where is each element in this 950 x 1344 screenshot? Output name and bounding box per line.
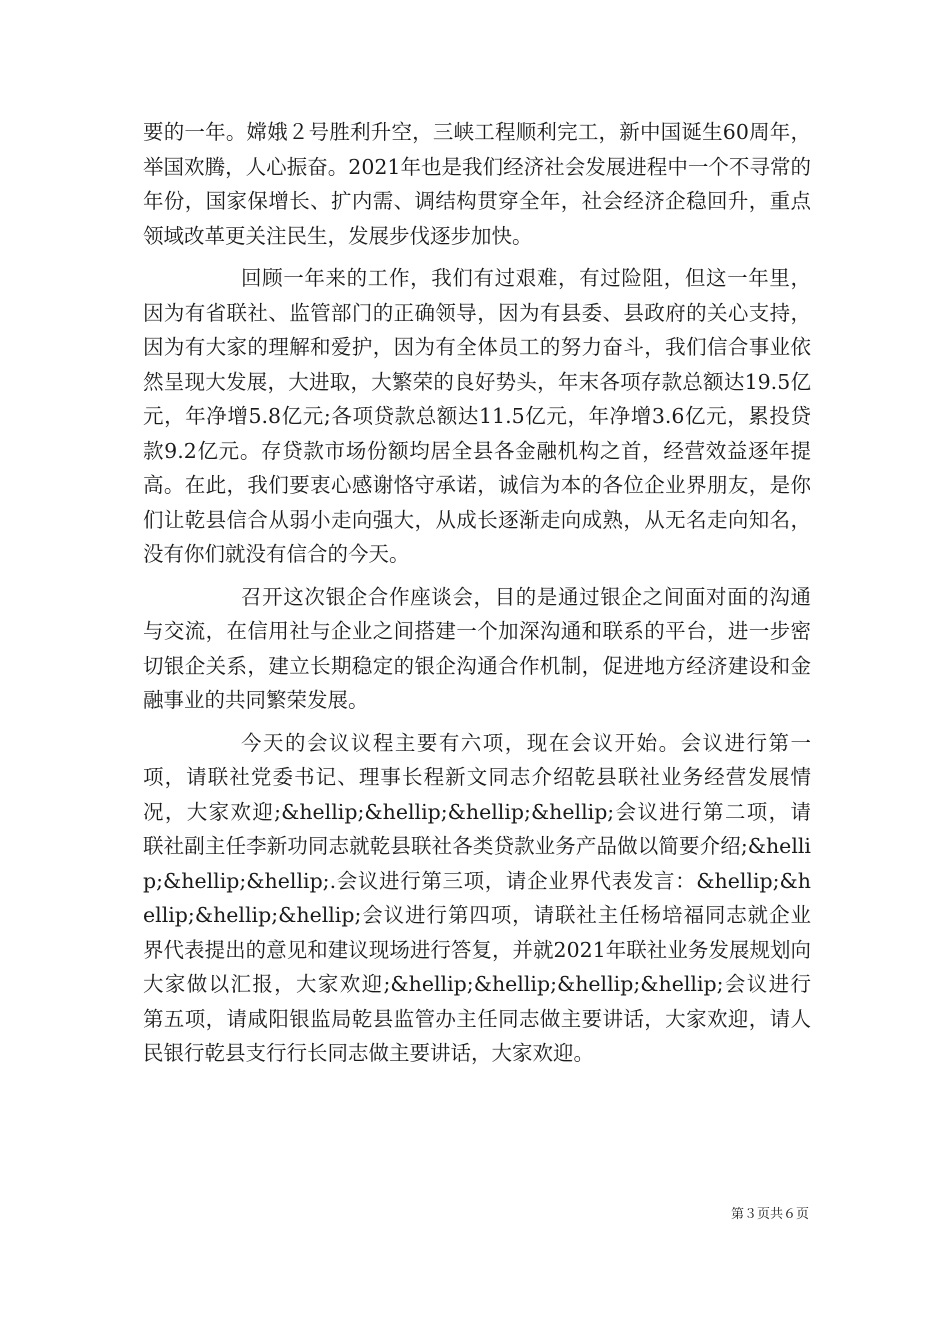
- document-body: [143, 115, 811, 1079]
- paragraph-4: 今天的会议议程主要有六项，现在会议开始。会议进行第一项，请联社党委书记、理事长程新文同志介绍乾县联社业务经营发展情况，大家欢迎;&hellip;&hellip;&hellip;&hellip;会议进行第二项，请联社副主任李新功同志就乾县联社各类贷款业务产品做以简要介绍;&hellip;&hellip;&hellip;.会议进行第三项，请企业界代表发言：&hellip;&hellip;&hellip;&hellip;会议进行第四项，请联社主任杨培福同志就企业界代表提出的意见和建议现场进行答复，并就2021年联社业务发展规划向大家做以汇报，大家欢迎;&hellip;&hellip;&hellip;&hellip;会议进行第五项，请咸阳银监局乾县监管办主任同志做主要讲话，大家欢迎，请人民银行乾县支行行长同志做主要讲话，大家欢迎。: [143, 730, 811, 1065]
- paragraph-2: 回顾一年来的工作，我们有过艰难，有过险阻，但这一年里，因为有省联社、监管部门的正确领导，因为有县委、县政府的关心支持，因为有大家的理解和爱护，因为有全体员工的努力奋斗，我们信合事业依然呈现大发展，大进取，大繁荣的良好势头，年末各项存款总额达19.5亿元，年净增5.8亿元;各项贷款总额达11.5亿元，年净增3.6亿元，累投贷款9.2亿元。存贷款市场份额均居全县各金融机构之首，经营效益逐年提高。在此，我们要衷心感谢恪守承诺，诚信为本的各位企业界朋友，是你们让乾县信合从弱小走向强大，从成长逐渐走向成熟，从无名走向知名，没有你们就没有信合的今天。: [143, 266, 811, 566]
- page-number: 第３页共６页: [730, 1207, 809, 1222]
- paragraph-1: 要的一年。嫦娥２号胜利升空，三峡工程顺利完工，新中国诞生60周年，举国欢腾，人心振奋。2021年也是我们经济社会发展进程中一个不寻常的年份，国家保增长、扩内需、调结构贯穿全年，社会经济企稳回升，重点领域改革更关注民生，发展步伐逐步加快。: [143, 120, 811, 248]
- paragraph-3: 召开这次银企合作座谈会，目的是通过银企之间面对面的沟通与交流，在信用社与企业之间搭建一个加深沟通和联系的平台，进一步密切银企关系，建立长期稳定的银企沟通合作机制，促进地方经济建设和金融事业的共同繁荣发展。: [143, 584, 811, 712]
